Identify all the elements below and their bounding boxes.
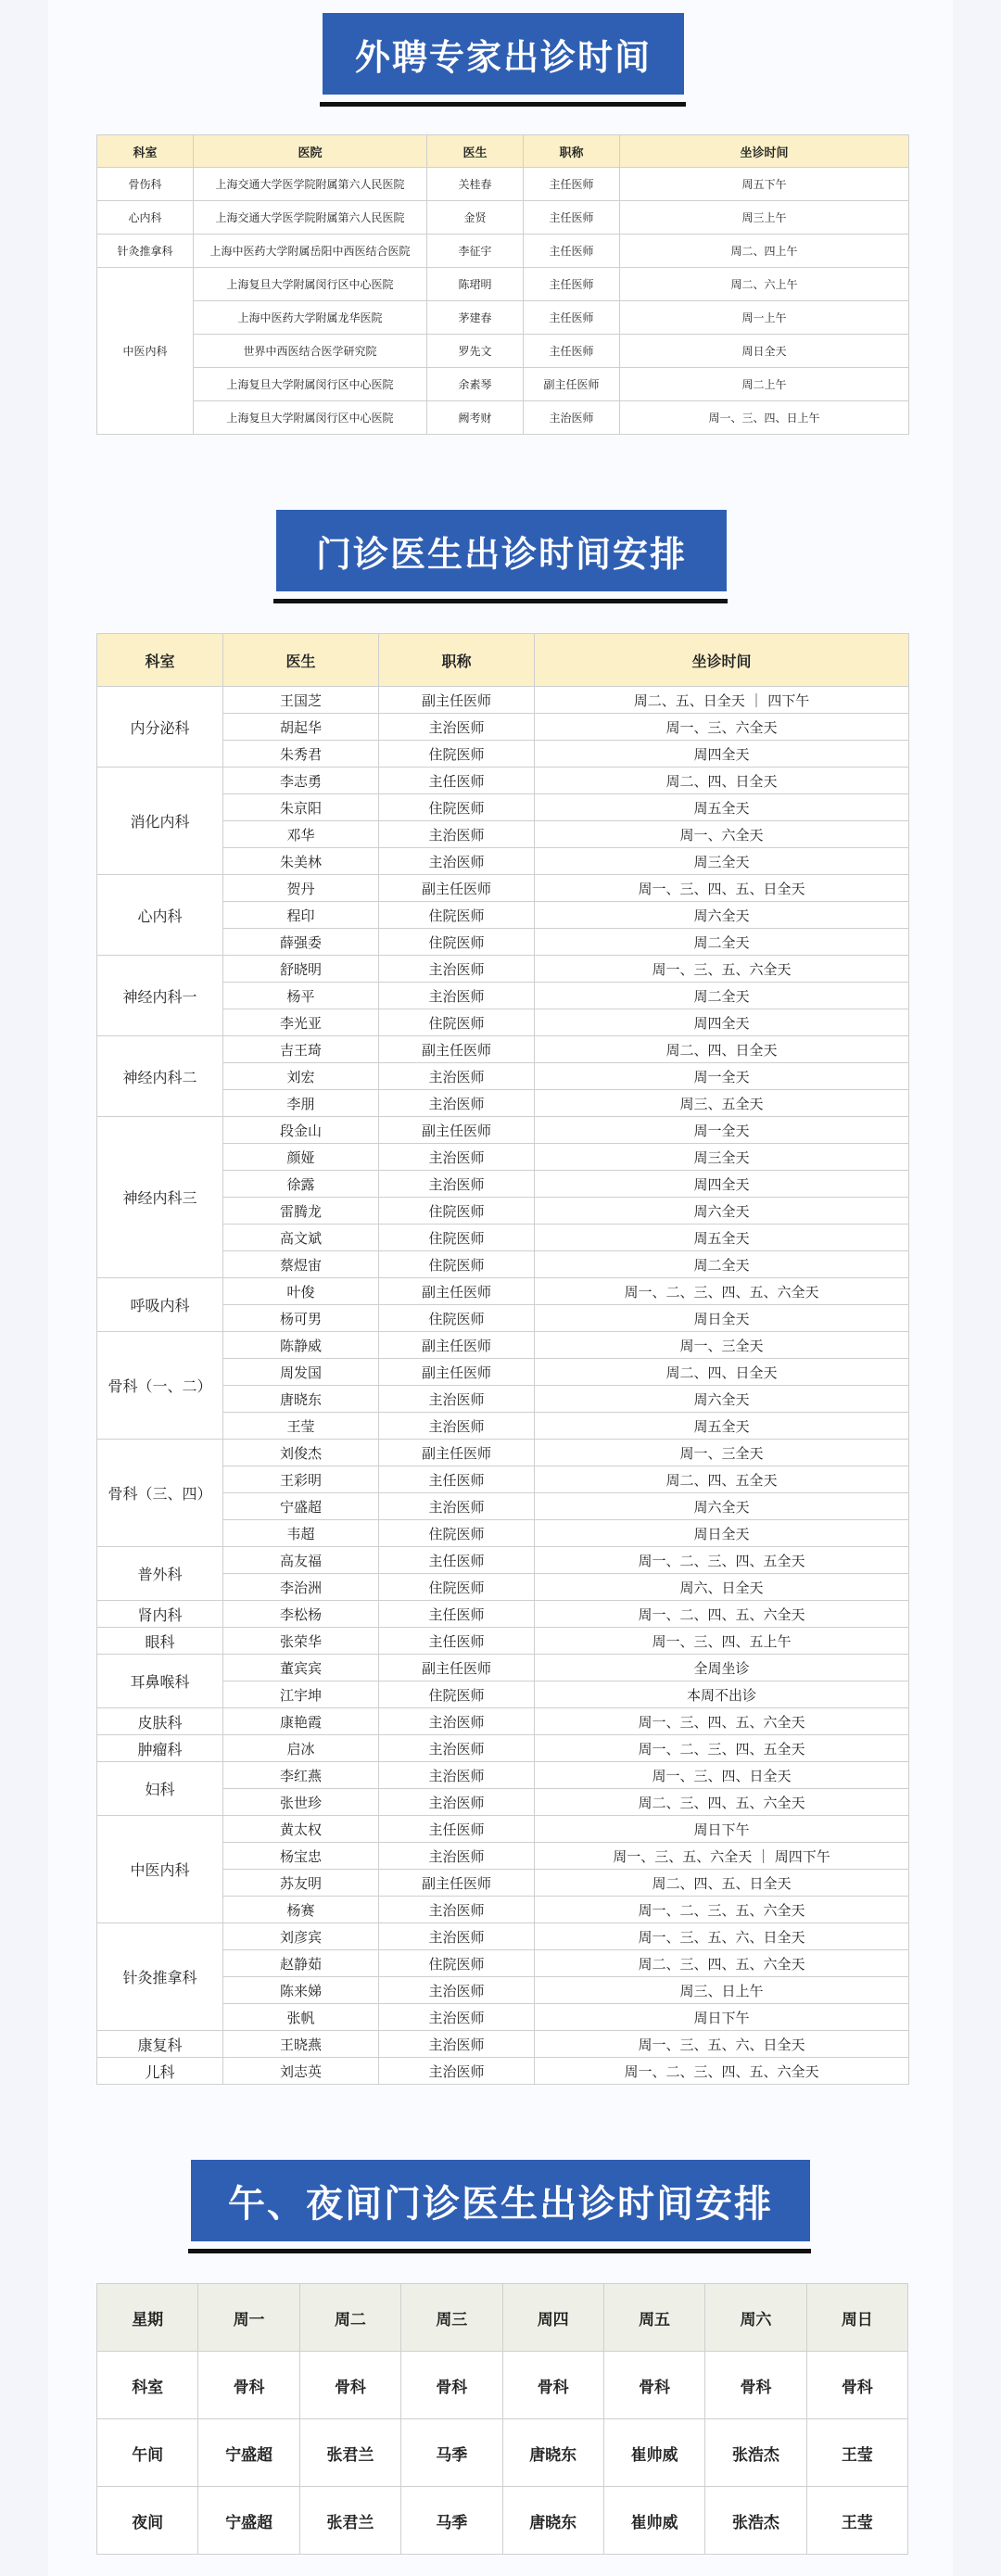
title-cell: 主任医师 xyxy=(379,1601,535,1628)
time-cell: 周日全天 xyxy=(535,1305,909,1332)
table-row xyxy=(97,2352,908,2419)
doctor-cell: 启冰 xyxy=(223,1735,379,1762)
doctor-cell: 李松杨 xyxy=(223,1601,379,1628)
doctor-cell: 苏友明 xyxy=(223,1870,379,1897)
doctor-cell: 段金山 xyxy=(223,1117,379,1144)
doctor-cell: 赵静茹 xyxy=(223,1950,379,1977)
table-row xyxy=(97,335,909,368)
title-cell: 主治医师 xyxy=(379,821,535,848)
doctor-cell: 韦超 xyxy=(223,1520,379,1547)
doctor-cell: 程印 xyxy=(223,902,379,929)
title-cell: 主任医师 xyxy=(524,301,620,335)
time-cell: 周四全天 xyxy=(535,1009,909,1036)
doctor-cell: 张帆 xyxy=(223,2004,379,2031)
doctor-cell: 骨科 xyxy=(603,2352,704,2419)
doctor-cell: 邓华 xyxy=(223,821,379,848)
table-row xyxy=(97,1601,909,1628)
time-cell: 周六全天 xyxy=(535,902,909,929)
department-cell: 神经内科三 xyxy=(97,1117,223,1278)
department-cell: 普外科 xyxy=(97,1547,223,1601)
table-row xyxy=(97,875,909,902)
weekday-header: 周一 xyxy=(198,2284,299,2352)
title-cell: 住院医师 xyxy=(379,929,535,956)
doctor-cell: 骨科 xyxy=(705,2352,806,2419)
department-cell: 眼科 xyxy=(97,1628,223,1655)
doctor-cell: 董宾宾 xyxy=(223,1655,379,1681)
table-row xyxy=(97,1708,909,1735)
table-row xyxy=(97,268,909,301)
title-cell: 副主任医师 xyxy=(379,1655,535,1681)
doctor-cell: 刘彦宾 xyxy=(223,1923,379,1950)
section3-title: 午、夜间门诊医生出诊时间安排 xyxy=(191,2160,810,2241)
doctor-cell: 张荣华 xyxy=(223,1628,379,1655)
title-cell: 住院医师 xyxy=(379,1681,535,1708)
weekday-header: 周六 xyxy=(705,2284,806,2352)
time-cell: 周一、二、三、五、六全天 xyxy=(535,1897,909,1923)
department-cell: 骨科（一、二） xyxy=(97,1332,223,1440)
title-cell: 主任医师 xyxy=(524,335,620,368)
time-cell: 周一、三、四、日上午 xyxy=(620,401,909,435)
weekday-header: 周三 xyxy=(401,2284,502,2352)
title-cell: 副主任医师 xyxy=(379,1440,535,1466)
time-cell: 周一、三、四、五、六全天 xyxy=(535,1708,909,1735)
doctor-cell: 王莹 xyxy=(223,1413,379,1440)
time-cell: 周一、三、四、五、日全天 xyxy=(535,875,909,902)
column-header: 坐诊时间 xyxy=(620,135,909,168)
title-cell: 主治医师 xyxy=(379,2058,535,2085)
time-cell: 本周不出诊 xyxy=(535,1681,909,1708)
title-cell: 主任医师 xyxy=(524,235,620,268)
time-cell: 周一、二、三、四、五全天 xyxy=(535,1735,909,1762)
table-row xyxy=(97,368,909,401)
time-cell: 周三上午 xyxy=(620,201,909,235)
doctor-cell: 朱美林 xyxy=(223,848,379,875)
title-cell: 主治医师 xyxy=(379,1897,535,1923)
doctor-cell: 张浩杰 xyxy=(705,2487,806,2555)
weekday-header: 星期 xyxy=(97,2284,198,2352)
doctor-cell: 马季 xyxy=(401,2419,502,2487)
title-cell: 副主任医师 xyxy=(379,1278,535,1305)
table-row xyxy=(97,1762,909,1789)
doctor-cell: 宁盛超 xyxy=(198,2487,299,2555)
row-label-cell: 午间 xyxy=(97,2419,198,2487)
time-cell: 周二、四、日全天 xyxy=(535,1359,909,1386)
title-cell: 主任医师 xyxy=(524,168,620,201)
title-cell: 副主任医师 xyxy=(379,1036,535,1063)
title-cell: 主治医师 xyxy=(379,1762,535,1789)
time-cell: 周五全天 xyxy=(535,1225,909,1251)
table-row xyxy=(97,1440,909,1466)
weekday-header: 周二 xyxy=(299,2284,400,2352)
time-cell: 周四全天 xyxy=(535,741,909,768)
table-row xyxy=(97,1628,909,1655)
doctor-cell: 骨科 xyxy=(198,2352,299,2419)
weekday-header: 周日 xyxy=(806,2284,907,2352)
time-cell: 周一、三、五、六、日全天 xyxy=(535,2031,909,2058)
department-cell: 骨伤科 xyxy=(97,168,194,201)
title-cell: 主治医师 xyxy=(379,1386,535,1413)
title-cell: 住院医师 xyxy=(379,1950,535,1977)
department-cell: 肾内科 xyxy=(97,1601,223,1628)
time-cell: 周三、日上午 xyxy=(535,1977,909,2004)
doctor-cell: 马季 xyxy=(401,2487,502,2555)
hospital-cell: 上海复旦大学附属闵行区中心医院 xyxy=(194,268,427,301)
time-cell: 周二全天 xyxy=(535,1251,909,1278)
doctor-cell: 陈来娣 xyxy=(223,1977,379,2004)
title-cell: 主治医师 xyxy=(379,1144,535,1171)
doctor-cell: 唐晓东 xyxy=(502,2487,603,2555)
title-cell: 副主任医师 xyxy=(379,1359,535,1386)
column-header: 职称 xyxy=(379,634,535,687)
doctor-cell: 杨宝忠 xyxy=(223,1843,379,1870)
doctor-cell: 张世珍 xyxy=(223,1789,379,1816)
doctor-cell: 刘俊杰 xyxy=(223,1440,379,1466)
time-cell: 周一全天 xyxy=(535,1063,909,1090)
doctor-cell: 张君兰 xyxy=(299,2487,400,2555)
time-cell: 周一、三全天 xyxy=(535,1440,909,1466)
column-header: 医院 xyxy=(194,135,427,168)
title-cell: 副主任医师 xyxy=(379,1117,535,1144)
row-label-cell: 科室 xyxy=(97,2352,198,2419)
title-cell: 住院医师 xyxy=(379,1198,535,1225)
title-cell: 住院医师 xyxy=(379,741,535,768)
doctor-cell: 李朋 xyxy=(223,1090,379,1117)
table-row xyxy=(97,168,909,201)
doctor-cell: 康艳霞 xyxy=(223,1708,379,1735)
time-cell: 周日全天 xyxy=(620,335,909,368)
title-cell: 主治医师 xyxy=(379,1171,535,1198)
outpatient-schedule-table xyxy=(96,633,909,2085)
time-cell: 周二、三、四、五、六全天 xyxy=(535,1950,909,1977)
doctor-cell: 胡起华 xyxy=(223,714,379,741)
table-row xyxy=(97,1655,909,1681)
doctor-cell: 崔帅威 xyxy=(603,2487,704,2555)
title-cell: 主治医师 xyxy=(379,1063,535,1090)
table-row xyxy=(97,956,909,983)
hospital-cell: 上海中医药大学附属龙华医院 xyxy=(194,301,427,335)
department-cell: 针灸推拿科 xyxy=(97,1923,223,2031)
department-cell: 心内科 xyxy=(97,201,194,235)
time-cell: 周六全天 xyxy=(535,1198,909,1225)
title-cell: 主治医师 xyxy=(379,1843,535,1870)
column-header: 科室 xyxy=(97,135,194,168)
doctor-cell: 薛强委 xyxy=(223,929,379,956)
title-cell: 主任医师 xyxy=(524,201,620,235)
department-cell: 耳鼻喉科 xyxy=(97,1655,223,1708)
doctor-cell: 唐晓东 xyxy=(223,1386,379,1413)
title-cell: 主治医师 xyxy=(379,1090,535,1117)
doctor-cell: 李红燕 xyxy=(223,1762,379,1789)
time-cell: 全周坐诊 xyxy=(535,1655,909,1681)
time-cell: 周五全天 xyxy=(535,1413,909,1440)
doctor-cell: 颜娅 xyxy=(223,1144,379,1171)
doctor-cell: 舒晓明 xyxy=(223,956,379,983)
table-row xyxy=(97,201,909,235)
time-cell: 周一、二、三、四、五全天 xyxy=(535,1547,909,1574)
time-cell: 周二、四、日全天 xyxy=(535,768,909,794)
title-cell: 住院医师 xyxy=(379,1009,535,1036)
hospital-cell: 上海复旦大学附属闵行区中心医院 xyxy=(194,401,427,435)
title-cell: 住院医师 xyxy=(379,1225,535,1251)
title-cell: 主任医师 xyxy=(379,1466,535,1493)
doctor-cell: 骨科 xyxy=(806,2352,907,2419)
doctor-cell: 叶俊 xyxy=(223,1278,379,1305)
hospital-cell: 上海复旦大学附属闵行区中心医院 xyxy=(194,368,427,401)
doctor-cell: 刘志英 xyxy=(223,2058,379,2085)
time-cell: 周一、三、六全天 xyxy=(535,714,909,741)
doctor-cell: 崔帅威 xyxy=(603,2419,704,2487)
column-header: 职称 xyxy=(524,135,620,168)
doctor-cell: 宁盛超 xyxy=(223,1493,379,1520)
title-cell: 主治医师 xyxy=(379,956,535,983)
hospital-cell: 世界中西医结合医学研究院 xyxy=(194,335,427,368)
doctor-cell: 骨科 xyxy=(299,2352,400,2419)
time-cell: 周一、三、五、六全天 xyxy=(535,956,909,983)
doctor-cell: 周发国 xyxy=(223,1359,379,1386)
column-header: 坐诊时间 xyxy=(535,634,909,687)
time-cell: 周二、四、日全天 xyxy=(535,1036,909,1063)
time-cell: 周五下午 xyxy=(620,168,909,201)
time-cell: 周六、日全天 xyxy=(535,1574,909,1601)
title-cell: 主治医师 xyxy=(379,1493,535,1520)
doctor-cell: 李征宇 xyxy=(427,235,524,268)
doctor-cell: 贺丹 xyxy=(223,875,379,902)
time-cell: 周四全天 xyxy=(535,1171,909,1198)
doctor-cell: 陈静威 xyxy=(223,1332,379,1359)
title-cell: 主治医师 xyxy=(379,1789,535,1816)
doctor-cell: 杨可男 xyxy=(223,1305,379,1332)
department-cell: 妇科 xyxy=(97,1762,223,1816)
section1-title: 外聘专家出诊时间 xyxy=(323,13,684,95)
doctor-cell: 蔡煜宙 xyxy=(223,1251,379,1278)
table-row xyxy=(97,1735,909,1762)
time-cell: 周二、六上午 xyxy=(620,268,909,301)
department-cell: 消化内科 xyxy=(97,768,223,875)
doctor-cell: 杨平 xyxy=(223,983,379,1009)
title-cell: 主治医师 xyxy=(379,2031,535,2058)
time-cell: 周五全天 xyxy=(535,794,909,821)
time-cell: 周三、五全天 xyxy=(535,1090,909,1117)
time-cell: 周六全天 xyxy=(535,1386,909,1413)
doctor-cell: 刘宏 xyxy=(223,1063,379,1090)
table-row xyxy=(97,2031,909,2058)
doctor-cell: 张君兰 xyxy=(299,2419,400,2487)
department-cell: 心内科 xyxy=(97,875,223,956)
department-cell: 儿科 xyxy=(97,2058,223,2085)
section1-underline xyxy=(320,102,686,107)
department-cell: 神经内科二 xyxy=(97,1036,223,1117)
time-cell: 周二、四上午 xyxy=(620,235,909,268)
time-cell: 周日下午 xyxy=(535,2004,909,2031)
table-row xyxy=(97,1117,909,1144)
doctor-cell: 关桂春 xyxy=(427,168,524,201)
section3-underline xyxy=(188,2249,811,2253)
time-cell: 周一全天 xyxy=(535,1117,909,1144)
doctor-cell: 黄太权 xyxy=(223,1816,379,1843)
time-cell: 周一、二、三、四、五、六全天 xyxy=(535,2058,909,2085)
time-cell: 周二全天 xyxy=(535,983,909,1009)
doctor-cell: 高友福 xyxy=(223,1547,379,1574)
department-cell: 皮肤科 xyxy=(97,1708,223,1735)
doctor-cell: 江宇坤 xyxy=(223,1681,379,1708)
title-cell: 主任医师 xyxy=(379,1816,535,1843)
title-cell: 主任医师 xyxy=(379,1628,535,1655)
title-cell: 住院医师 xyxy=(379,1305,535,1332)
department-cell: 骨科（三、四） xyxy=(97,1440,223,1547)
doctor-cell: 高文斌 xyxy=(223,1225,379,1251)
doctor-cell: 王晓燕 xyxy=(223,2031,379,2058)
title-cell: 主任医师 xyxy=(524,268,620,301)
doctor-cell: 吉王琦 xyxy=(223,1036,379,1063)
expert-schedule-table xyxy=(96,134,909,435)
doctor-cell: 张浩杰 xyxy=(705,2419,806,2487)
title-cell: 主治医师 xyxy=(379,1977,535,2004)
doctor-cell: 骨科 xyxy=(401,2352,502,2419)
department-cell: 中医内科 xyxy=(97,268,194,435)
hospital-cell: 上海交通大学医学院附属第六人民医院 xyxy=(194,201,427,235)
doctor-cell: 雷腾龙 xyxy=(223,1198,379,1225)
time-cell: 周日下午 xyxy=(535,1816,909,1843)
doctor-cell: 王国芝 xyxy=(223,687,379,714)
title-cell: 主治医师 xyxy=(379,848,535,875)
title-cell: 主治医师 xyxy=(379,1735,535,1762)
time-cell: 周一、三、五、六、日全天 xyxy=(535,1923,909,1950)
title-cell: 副主任医师 xyxy=(379,875,535,902)
title-cell: 住院医师 xyxy=(379,902,535,929)
department-cell: 内分泌科 xyxy=(97,687,223,768)
time-cell: 周二、四、五、日全天 xyxy=(535,1870,909,1897)
table-row xyxy=(97,1547,909,1574)
hospital-cell: 上海中医药大学附属岳阳中西医结合医院 xyxy=(194,235,427,268)
department-cell: 针灸推拿科 xyxy=(97,235,194,268)
doctor-cell: 宁盛超 xyxy=(198,2419,299,2487)
time-cell: 周二全天 xyxy=(535,929,909,956)
title-cell: 主治医师 xyxy=(379,983,535,1009)
department-cell: 肿瘤科 xyxy=(97,1735,223,1762)
doctor-cell: 杨赛 xyxy=(223,1897,379,1923)
table-row xyxy=(97,401,909,435)
hospital-cell: 上海交通大学医学院附属第六人民医院 xyxy=(194,168,427,201)
title-cell: 主治医师 xyxy=(379,1923,535,1950)
doctor-cell: 金贤 xyxy=(427,201,524,235)
time-cell: 周一、二、四、五、六全天 xyxy=(535,1601,909,1628)
time-cell: 周一、六全天 xyxy=(535,821,909,848)
table-row xyxy=(97,2419,908,2487)
table-row xyxy=(97,235,909,268)
title-cell: 住院医师 xyxy=(379,794,535,821)
table-row xyxy=(97,1923,909,1950)
time-cell: 周六全天 xyxy=(535,1493,909,1520)
weekday-header: 周四 xyxy=(502,2284,603,2352)
doctor-cell: 李志勇 xyxy=(223,768,379,794)
title-cell: 住院医师 xyxy=(379,1574,535,1601)
time-cell: 周二、四、五全天 xyxy=(535,1466,909,1493)
doctor-cell: 罗先文 xyxy=(427,335,524,368)
title-cell: 主治医师 xyxy=(379,714,535,741)
doctor-cell: 王莹 xyxy=(806,2419,907,2487)
time-cell: 周一上午 xyxy=(620,301,909,335)
title-cell: 主治医师 xyxy=(379,1413,535,1440)
doctor-cell: 王彩明 xyxy=(223,1466,379,1493)
time-cell: 周日全天 xyxy=(535,1520,909,1547)
time-cell: 周二、三、四、五、六全天 xyxy=(535,1789,909,1816)
table-row xyxy=(97,301,909,335)
noon-night-schedule-table xyxy=(96,2283,908,2555)
doctor-cell: 唐晓东 xyxy=(502,2419,603,2487)
table-row xyxy=(97,687,909,714)
title-cell: 副主任医师 xyxy=(379,1870,535,1897)
section2-underline xyxy=(273,599,728,603)
department-cell: 神经内科一 xyxy=(97,956,223,1036)
doctor-cell: 茅建春 xyxy=(427,301,524,335)
time-cell: 周一、二、三、四、五、六全天 xyxy=(535,1278,909,1305)
department-cell: 呼吸内科 xyxy=(97,1278,223,1332)
doctor-cell: 朱秀君 xyxy=(223,741,379,768)
time-cell: 周一、三、四、五上午 xyxy=(535,1628,909,1655)
time-cell: 周二、五、日全天 ｜ 四下午 xyxy=(535,687,909,714)
table-row xyxy=(97,1332,909,1359)
weekday-header: 周五 xyxy=(603,2284,704,2352)
title-cell: 主治医师 xyxy=(379,2004,535,2031)
title-cell: 主任医师 xyxy=(379,1547,535,1574)
table-row xyxy=(97,1278,909,1305)
title-cell: 副主任医师 xyxy=(379,1332,535,1359)
column-header: 科室 xyxy=(97,634,223,687)
doctor-cell: 余素琴 xyxy=(427,368,524,401)
department-cell: 康复科 xyxy=(97,2031,223,2058)
table-row xyxy=(97,1816,909,1843)
doctor-cell: 王莹 xyxy=(806,2487,907,2555)
table-row xyxy=(97,1036,909,1063)
table-row xyxy=(97,2058,909,2085)
title-cell: 副主任医师 xyxy=(379,687,535,714)
title-cell: 住院医师 xyxy=(379,1251,535,1278)
time-cell: 周二上午 xyxy=(620,368,909,401)
time-cell: 周一、三、五、六全天 ｜ 周四下午 xyxy=(535,1843,909,1870)
time-cell: 周三全天 xyxy=(535,848,909,875)
column-header: 医生 xyxy=(223,634,379,687)
doctor-cell: 李治洲 xyxy=(223,1574,379,1601)
doctor-cell: 朱京阳 xyxy=(223,794,379,821)
doctor-cell: 徐露 xyxy=(223,1171,379,1198)
department-cell: 中医内科 xyxy=(97,1816,223,1923)
title-cell: 主治医师 xyxy=(524,401,620,435)
doctor-cell: 阙考财 xyxy=(427,401,524,435)
title-cell: 住院医师 xyxy=(379,1520,535,1547)
row-label-cell: 夜间 xyxy=(97,2487,198,2555)
doctor-cell: 陈珺明 xyxy=(427,268,524,301)
column-header: 医生 xyxy=(427,135,524,168)
title-cell: 主任医师 xyxy=(379,768,535,794)
doctor-cell: 李光亚 xyxy=(223,1009,379,1036)
table-row xyxy=(97,768,909,794)
doctor-cell: 骨科 xyxy=(502,2352,603,2419)
title-cell: 主治医师 xyxy=(379,1708,535,1735)
time-cell: 周三全天 xyxy=(535,1144,909,1171)
table-row xyxy=(97,2487,908,2555)
title-cell: 副主任医师 xyxy=(524,368,620,401)
time-cell: 周一、三全天 xyxy=(535,1332,909,1359)
section2-title: 门诊医生出诊时间安排 xyxy=(276,510,727,591)
time-cell: 周一、三、四、日全天 xyxy=(535,1762,909,1789)
